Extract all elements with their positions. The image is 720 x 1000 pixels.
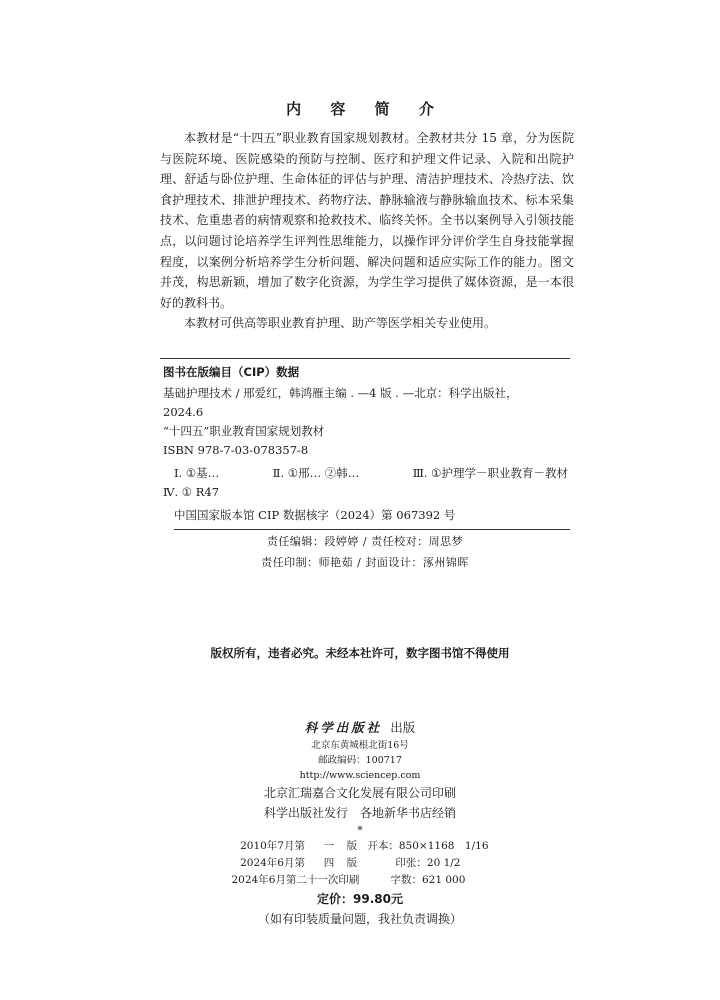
publisher-logo-text: 科学出版社 [304, 720, 383, 735]
intro-title: 内 容 简 介 [286, 100, 446, 118]
price-line [0, 889, 720, 909]
spec-value: 621 000 [421, 874, 466, 886]
cip-classification [174, 464, 568, 483]
publisher-postcode: 邮政编码：100717 [318, 755, 402, 766]
imprint-block [0, 718, 720, 929]
intro-paragraph: 本教材是“十四五”职业教育国家规划教材。全教材共分 15 章，分为医院与医院环境、医院感染的预防与控制、医疗和护理文件记录、入院和出院护理、舒适与卧位护理、生命体征的评估与护理、清洁护理技术、冷热疗法、饮食护理技术、排泄护理技术、药物疗法、静脉输液与静脉输血技术、标本采集技术、危重患者的病情观察和抢救技术、临终关怀。全书以案例导入引领技能点，以问题讨论培养学生评判性思维能力，以操作评分评价学生自身技能掌握程度，以案例分析培养学生分析问题、解决问题和适应实际工作的能力。图文并茂，构思新颖，增加了数字化资源，为学生学习提供了媒体资源，是一本很好的教科书。 [160, 131, 574, 310]
cip-isbn: ISBN 978-7-03-078357-8 [163, 443, 309, 457]
publisher-url: http://www.sciencep.com [299, 770, 421, 781]
cip-class-3: Ⅲ. ①护理学－职业教育－教材 [412, 466, 568, 480]
edition-date: 2010年7月第 [240, 840, 305, 852]
cip-check-number: 中国国家版本馆 CIP 数据核字（2024）第 067392 号 [174, 506, 570, 530]
price-value: 99.80元 [353, 892, 403, 906]
edition-num: 一 [323, 840, 335, 852]
edition-num: 四 [323, 857, 335, 869]
quality-note: （如有印装质量问题，我社负责调换） [257, 912, 462, 926]
edition-row [227, 872, 492, 889]
edition-row [227, 838, 492, 855]
edition-type: 版 [346, 840, 358, 852]
price-label: 定价： [317, 892, 354, 906]
intro-section [160, 128, 574, 334]
spec-value: 850×1168 1/16 [398, 840, 489, 852]
cip-class-2: Ⅱ. ①邢… ②韩… [272, 466, 360, 480]
spec-label: 字数： [390, 874, 422, 886]
cip-heading: 图书在版编目（CIP）数据 [163, 365, 300, 379]
publisher-address: 北京东黄城根北街16号 [311, 740, 409, 751]
cip-series: “十四五”职业教育国家规划教材 [163, 424, 325, 438]
publish-label: 出版 [390, 720, 416, 735]
cip-class-4: Ⅳ. ① R47 [163, 485, 220, 499]
edition-row [227, 855, 492, 872]
separator-star: * [357, 824, 363, 837]
cip-block [160, 358, 570, 572]
editors-line: 责任编辑：段婷婷 / 责任校对：周思梦 [266, 535, 464, 548]
spec-label: 印张： [395, 857, 427, 869]
edition-date: 2024年6月第二十一次印刷 [231, 874, 360, 886]
spec-value: 20 1/2 [426, 857, 461, 869]
editors-line: 责任印制：师艳茹 / 封面设计：涿州锦晖 [261, 556, 469, 569]
edition-table [227, 838, 492, 889]
edition-date: 2024年6月第 [240, 857, 305, 869]
cip-book-line: 基础护理技术 / 邢爱红，韩鸿雁主编 . —4 版 . —北京：科学出版社， [163, 386, 518, 400]
printer-line: 北京汇瑞嘉合文化发展有限公司印刷 [263, 786, 456, 800]
intro-paragraph: 本教材可供高等职业教育护理、助产等医学相关专业使用。 [184, 316, 497, 331]
rights-notice: 版权所有，违者必究。未经本社许可，数字图书馆不得使用 [210, 646, 510, 660]
spec-label: 开本： [367, 840, 399, 852]
cip-class-1: Ⅰ. ①基… [174, 466, 220, 480]
edition-type: 版 [346, 857, 358, 869]
publisher-line [0, 718, 720, 738]
distribution-line: 科学出版社发行 各地新华书店经销 [263, 806, 456, 820]
cip-book-year: 2024.6 [163, 405, 204, 419]
